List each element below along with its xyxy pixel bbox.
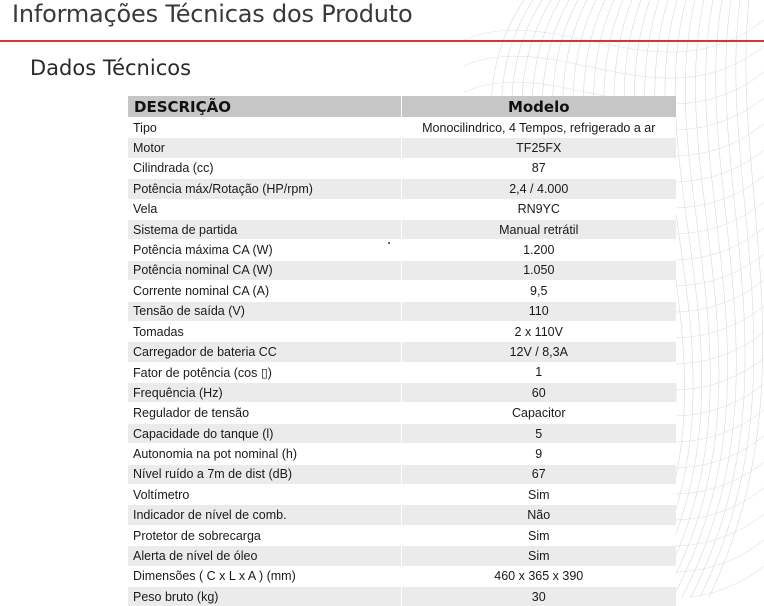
spec-table	[128, 96, 676, 606]
row-value: Sim	[401, 525, 676, 545]
row-label: Fator de potência (cos ▯)	[128, 362, 401, 382]
row-label: Indicador de nível de comb.	[128, 505, 401, 525]
table-row	[128, 179, 676, 199]
row-label: Peso bruto (kg)	[128, 586, 401, 606]
row-label: Cilindrada (cc)	[128, 158, 401, 178]
row-value: 87	[401, 158, 676, 178]
row-value: 2 x 110V	[401, 321, 676, 341]
row-value: RN9YC	[401, 199, 676, 219]
row-value: 9,5	[401, 281, 676, 301]
row-label: Tomadas	[128, 321, 401, 341]
table-row	[128, 525, 676, 545]
table-row	[128, 118, 676, 138]
row-value: Sim	[401, 546, 676, 566]
table-row	[128, 546, 676, 566]
row-value: Sim	[401, 485, 676, 505]
row-value: 110	[401, 301, 676, 321]
row-label: Vela	[128, 199, 401, 219]
row-label: Potência nominal CA (W)	[128, 260, 401, 280]
row-label: Tensão de saída (V)	[128, 301, 401, 321]
table-row	[128, 423, 676, 443]
row-label: Autonomia na pot nominal (h)	[128, 444, 401, 464]
row-value: 12V / 8,3A	[401, 342, 676, 362]
table-row	[128, 281, 676, 301]
row-label: Potência máxima CA (W)	[128, 240, 401, 260]
row-label: Corrente nominal CA (A)	[128, 281, 401, 301]
row-label: Sistema de partida	[128, 219, 401, 239]
row-label: Nível ruído a 7m de dist (dB)	[128, 464, 401, 484]
row-value: Manual retrátil	[401, 219, 676, 239]
table-row	[128, 566, 676, 586]
section-title: Dados Técnicos	[30, 56, 191, 80]
row-label: Protetor de sobrecarga	[128, 525, 401, 545]
table-row	[128, 505, 676, 525]
table-row	[128, 321, 676, 341]
table-row	[128, 444, 676, 464]
row-value: 30	[401, 586, 676, 606]
row-value: TF25FX	[401, 138, 676, 158]
column-header-description: DESCRIÇÃO	[128, 96, 401, 118]
table-row	[128, 383, 676, 403]
table-row	[128, 362, 676, 382]
row-value: Monocilindrico, 4 Tempos, refrigerado a ar	[401, 118, 676, 138]
row-value: 60	[401, 383, 676, 403]
table-row	[128, 219, 676, 239]
table-row	[128, 199, 676, 219]
column-header-model: Modelo	[401, 96, 676, 118]
row-label: Regulador de tensão	[128, 403, 401, 423]
row-label: Potência máx/Rotação (HP/rpm)	[128, 179, 401, 199]
page-title: Informações Técnicas dos Produto	[12, 0, 412, 28]
table-row	[128, 240, 676, 260]
title-divider	[0, 40, 764, 42]
table-row	[128, 464, 676, 484]
row-value: 1	[401, 362, 676, 382]
table-row	[128, 403, 676, 423]
row-label: Dimensões ( C x L x A ) (mm)	[128, 566, 401, 586]
table-row	[128, 260, 676, 280]
row-label: Capacidade do tanque (l)	[128, 423, 401, 443]
row-value: 9	[401, 444, 676, 464]
row-value: 1.200	[401, 240, 676, 260]
row-value: 5	[401, 423, 676, 443]
stray-dot	[388, 242, 390, 244]
row-label: Voltímetro	[128, 485, 401, 505]
spec-table-body	[128, 118, 676, 606]
row-value: 67	[401, 464, 676, 484]
row-value: 1.050	[401, 260, 676, 280]
table-row	[128, 138, 676, 158]
row-label: Motor	[128, 138, 401, 158]
row-value: Não	[401, 505, 676, 525]
row-value: 2,4 / 4.000	[401, 179, 676, 199]
row-label: Frequência (Hz)	[128, 383, 401, 403]
table-header-row	[128, 96, 676, 118]
table-row	[128, 586, 676, 606]
row-label: Tipo	[128, 118, 401, 138]
table-row	[128, 485, 676, 505]
table-row	[128, 158, 676, 178]
row-value: Capacitor	[401, 403, 676, 423]
table-row	[128, 301, 676, 321]
row-label: Carregador de bateria CC	[128, 342, 401, 362]
table-row	[128, 342, 676, 362]
row-label: Alerta de nível de óleo	[128, 546, 401, 566]
row-value: 460 x 365 x 390	[401, 566, 676, 586]
